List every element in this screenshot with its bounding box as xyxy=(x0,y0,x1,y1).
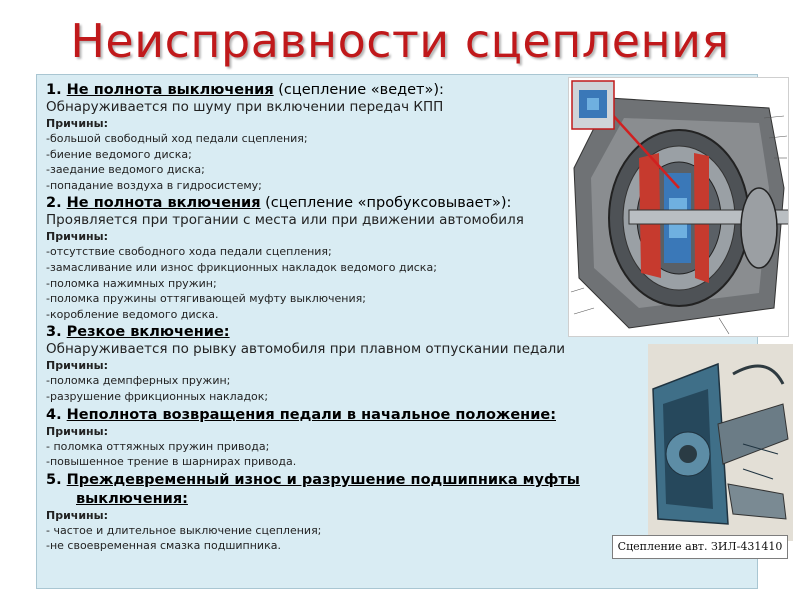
cause-item: -повышенное трение в шарнирах привода. xyxy=(46,455,297,469)
section-1-causes-label: Причины: xyxy=(46,117,108,130)
cause-item: -замасливание или износ фрикционных накладок ведомого диска; xyxy=(46,260,437,274)
section-1-description: Обнаруживается по шуму при включении передач КПП xyxy=(46,99,444,115)
section-2-heading: 2. Не полнота включения (сцепление «пробуксовывает»): xyxy=(46,195,512,212)
cause-item: - частое и длительное выключение сцепления; xyxy=(46,523,322,537)
section-5-causes-label: Причины: xyxy=(46,508,108,522)
cause-item: -отсутствие свободного хода педали сцепления; xyxy=(46,245,332,259)
clutch-assembly-photo xyxy=(648,344,793,541)
section-3-causes-label: Причины: xyxy=(46,359,108,373)
cause-item: -попадание воздуха в гидросистему; xyxy=(46,178,262,192)
image-caption: Сцепление авт. ЗИЛ-431410 xyxy=(612,535,788,559)
section-2-causes-label: Причины: xyxy=(46,230,108,244)
clutch-assembly-illustration xyxy=(648,344,793,541)
cause-item: -биение ведомого диска; xyxy=(46,147,192,161)
clutch-cutaway-illustration xyxy=(569,78,789,337)
cause-item: -коробление ведомого диска. xyxy=(46,307,219,321)
section-2-description: Проявляется при трогании с места или при движении автомобиля xyxy=(46,212,524,229)
section-3-heading: 3. Резкое включение: xyxy=(46,324,230,341)
cause-item: -разрушение фрикционных накладок; xyxy=(46,389,269,403)
cause-item: - поломка оттяжных пружин привода; xyxy=(46,439,270,453)
section-5-heading: 5. Преждевременный износ и разрушение подшипника муфты xyxy=(46,471,580,488)
cause-item: -поломка пружины оттягивающей муфту выключения; xyxy=(46,292,366,306)
section-4-causes-label: Причины: xyxy=(46,424,108,438)
section-5-heading-continued: выключения: xyxy=(76,490,188,507)
section-1-heading: 1. Не полнота выключения (сцепление «ведет»): xyxy=(46,82,444,98)
section-4-heading: 4. Неполнота возвращения педали в начальное положение: xyxy=(46,406,556,423)
cause-item: -заедание ведомого диска; xyxy=(46,163,205,177)
cause-item: -большой свободный ход педали сцепления; xyxy=(46,132,308,145)
clutch-cutaway-diagram xyxy=(568,77,789,337)
page-title: Неисправности сцепления xyxy=(70,14,730,68)
cause-item: -не своевременная смазка подшипника. xyxy=(46,539,281,553)
section-3-description: Обнаруживается по рывку автомобиля при плавном отпускании педали xyxy=(46,341,566,358)
cause-item: -поломка нажимных пружин; xyxy=(46,276,217,290)
cause-item: -поломка демпферных пружин; xyxy=(46,374,231,388)
